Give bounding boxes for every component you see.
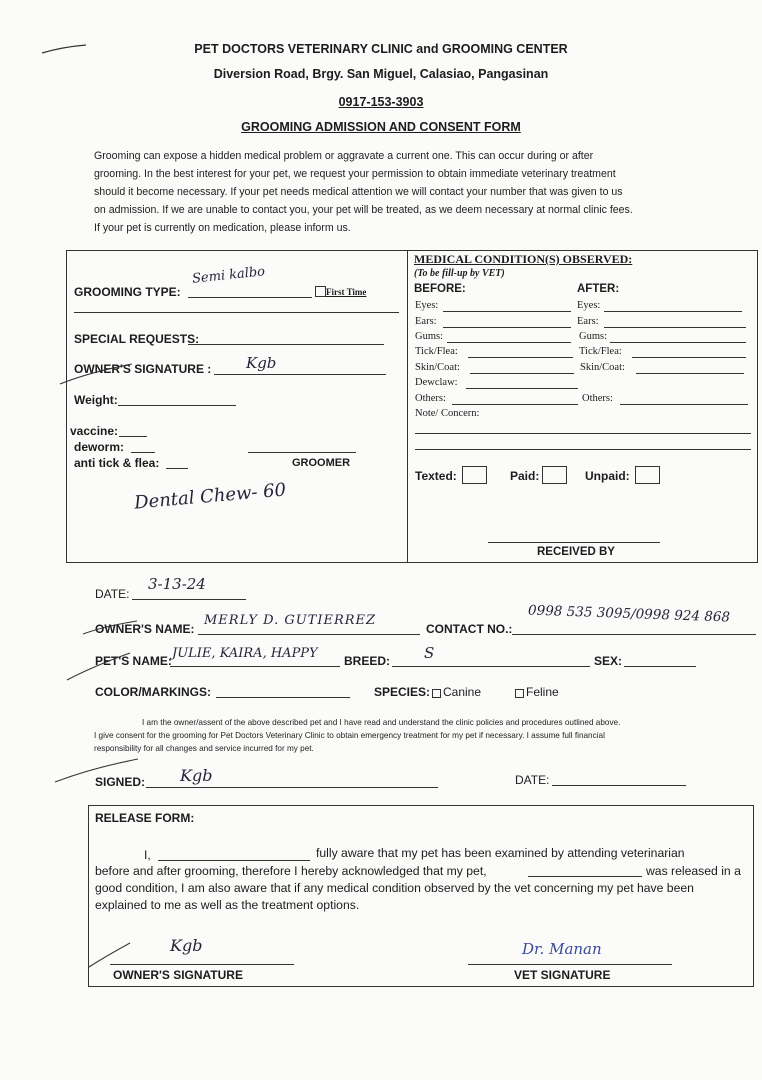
color-markings-label: COLOR/MARKINGS:	[95, 685, 211, 699]
date-field[interactable]: 3-13-24	[148, 575, 206, 593]
release-line-2b: was released in a	[646, 864, 741, 878]
after-tickflea-field[interactable]	[632, 357, 746, 358]
before-tickflea-label: Tick/Flea:	[415, 346, 458, 357]
form-title: GROOMING ADMISSION AND CONSENT FORM	[241, 120, 521, 134]
texted-label: Texted:	[415, 469, 457, 483]
release-line-3: good condition, I am also aware that if any medical condition observed by the vet concerning my pet have been	[95, 881, 694, 895]
pen-stroke-mark	[80, 618, 140, 638]
intro-paragraph	[94, 147, 700, 237]
grooming-type-line	[188, 297, 312, 298]
after-eyes-field[interactable]	[604, 311, 742, 312]
pet-name-blank[interactable]	[528, 876, 642, 877]
pen-stroke-mark	[52, 756, 142, 786]
release-line-2a: before and after grooming, therefore I hereby acknowledged that my pet,	[95, 864, 487, 878]
date-line	[132, 599, 246, 600]
color-markings-field[interactable]	[216, 697, 350, 698]
sex-field[interactable]	[624, 666, 696, 667]
first-time-checkbox[interactable]	[315, 286, 326, 297]
intro-line: Grooming can expose a hidden medical problem or aggravate a current one. This can occur during or after	[94, 150, 594, 162]
breed-label: BREED:	[344, 654, 391, 668]
signed-field[interactable]: Kgb	[180, 766, 213, 785]
sex-label: SEX:	[594, 654, 623, 668]
vet-signature-label: VET SIGNATURE	[514, 968, 611, 982]
consent-line: responsibility for all changes and service incurred for my pet.	[94, 744, 314, 753]
before-ears-field[interactable]	[443, 327, 571, 328]
intro-line: If your pet is currently on medication, please inform us.	[94, 222, 351, 234]
vet-signature-line	[468, 964, 672, 965]
owner-name-blank[interactable]	[158, 860, 310, 861]
contact-label: CONTACT NO.:	[426, 622, 513, 636]
release-title: RELEASE FORM:	[95, 811, 195, 825]
feline-checkbox[interactable]	[515, 689, 524, 698]
pen-stroke-mark	[64, 650, 134, 684]
release-line-1b: fully aware that my pet has been examined by attending veterinarian	[316, 846, 685, 860]
signed-label: SIGNED:	[95, 775, 146, 789]
before-eyes-field[interactable]	[443, 311, 571, 312]
owner-name-field[interactable]: MERLY D. GUTIERREZ	[204, 613, 377, 628]
unpaid-label: Unpaid:	[585, 469, 630, 483]
after-tickflea-label: Tick/Flea:	[579, 346, 622, 357]
pet-name-field[interactable]: JULIE, KAIRA, HAPPY	[172, 646, 318, 661]
contact-line	[512, 634, 756, 635]
before-dewclaw-field[interactable]	[466, 388, 578, 389]
note-line-1[interactable]	[415, 433, 751, 434]
clinic-phone: 0917-153-3903	[338, 95, 424, 109]
weight-label: Weight:	[74, 393, 118, 407]
release-line-1a: I,	[144, 848, 151, 862]
date-label: DATE:	[95, 587, 130, 601]
before-others-label: Others:	[415, 393, 446, 404]
pen-stroke-mark	[86, 940, 136, 970]
owner-signature-release-label: OWNER'S SIGNATURE	[113, 968, 243, 982]
pen-stroke-mark	[56, 362, 136, 388]
first-time-label: First Time	[326, 287, 367, 297]
before-tickflea-field[interactable]	[468, 357, 573, 358]
received-by-line[interactable]	[488, 542, 660, 543]
weight-field[interactable]	[118, 405, 236, 406]
after-gums-field[interactable]	[610, 342, 746, 343]
contact-field[interactable]: 0998 535 3095/0998 924 868	[527, 602, 731, 626]
intro-line: on admission. If we are unable to contact you, your pet will be treated, as we deem necessary at normal clinic fees.	[94, 204, 633, 216]
vaccine-label: vaccine:	[70, 424, 119, 438]
release-form-box	[88, 805, 754, 987]
after-others-label: Others:	[582, 393, 613, 404]
clinic-address: Diversion Road, Brgy. San Miguel, Calasiao, Pangasinan	[213, 67, 549, 81]
canine-checkbox[interactable]	[432, 689, 441, 698]
antitick-field[interactable]	[166, 468, 188, 469]
grooming-type-line-2	[74, 312, 399, 313]
owner-signature-release-field[interactable]: Kgb	[170, 936, 203, 955]
signed-line	[146, 787, 438, 788]
release-line-4: explained to me as well as the treatment options.	[95, 898, 360, 912]
consent-line: I am the owner/assent of the above described pet and I have read and understand the clinic policies and procedures outlined above.	[142, 718, 621, 727]
consent-line: I give consent for the grooming for Pet Doctors Veterinary Clinic to obtain emergency treatment for my pet if necessary. I assume full financial	[94, 731, 605, 740]
grooming-type-label: GROOMING TYPE:	[74, 285, 181, 299]
before-others-field[interactable]	[452, 404, 578, 405]
before-ears-label: Ears:	[415, 316, 437, 327]
breed-line	[392, 666, 590, 667]
groomer-label: GROOMER	[292, 457, 351, 469]
special-requests-field[interactable]	[188, 344, 384, 345]
consent-date-field[interactable]	[552, 785, 686, 786]
owner-name-line	[198, 634, 420, 635]
canine-label: Canine	[443, 685, 482, 699]
consent-text	[94, 716, 706, 755]
unpaid-checkbox[interactable]	[635, 466, 660, 484]
paid-checkbox[interactable]	[542, 466, 567, 484]
after-label: AFTER:	[577, 283, 620, 295]
medical-subtitle: (To be fill-up by VET)	[414, 268, 505, 279]
note-line-2[interactable]	[415, 449, 751, 450]
grooming-type-field[interactable]: Semi kalbo	[191, 264, 266, 287]
after-ears-label: Ears:	[577, 316, 599, 327]
after-skincoat-label: Skin/Coat:	[580, 362, 625, 373]
owner-signature-line	[214, 374, 386, 375]
deworm-field[interactable]	[131, 452, 155, 453]
received-by-label: RECEIVED BY	[537, 546, 615, 558]
after-gums-label: Gums:	[579, 331, 608, 342]
after-ears-field[interactable]	[604, 327, 746, 328]
owner-signature-label: OWNER'S SIGNATURE :	[74, 362, 212, 376]
before-gums-label: Gums:	[415, 331, 444, 342]
owner-signature-field[interactable]: Kgb	[246, 354, 277, 372]
texted-checkbox[interactable]	[462, 466, 487, 484]
vaccine-field[interactable]	[119, 436, 147, 437]
breed-field[interactable]: S	[424, 644, 435, 662]
before-skincoat-field[interactable]	[470, 373, 574, 374]
deworm-label: deworm:	[74, 440, 125, 454]
clinic-name: PET DOCTORS VETERINARY CLINIC and GROOMING CENTER	[194, 42, 568, 56]
before-label: BEFORE:	[414, 283, 466, 295]
after-skincoat-field[interactable]	[636, 373, 744, 374]
intro-line: grooming. In the best interest for your pet, we request your permission to obtain immediate veterinary treatment	[94, 168, 616, 180]
pet-name-label: PET'S NAME:	[95, 654, 172, 668]
groomer-signature-line[interactable]	[248, 452, 356, 453]
pet-name-line	[170, 666, 340, 667]
vet-signature-field[interactable]: Dr. Manan	[522, 940, 602, 958]
owner-signature-release-line	[110, 964, 294, 965]
before-gums-field[interactable]	[447, 342, 571, 343]
intro-line: should it become necessary. If your pet needs medical attention we will contact your number that was given to us	[94, 186, 623, 198]
medical-title: MEDICAL CONDITION(S) OBSERVED:	[414, 252, 633, 266]
consent-date-label: DATE:	[515, 773, 550, 787]
paid-label: Paid:	[510, 469, 540, 483]
feline-label: Feline	[526, 685, 559, 699]
species-label: SPECIES:	[374, 685, 431, 699]
after-eyes-label: Eyes:	[577, 300, 601, 311]
note-concern-label: Note/ Concern:	[415, 408, 480, 419]
owner-name-label: OWNER'S NAME:	[95, 622, 195, 636]
panel-divider	[407, 250, 408, 562]
handwritten-note: Dental Chew- 60	[133, 479, 287, 514]
special-requests-label: SPECIAL REQUESTS:	[74, 332, 200, 346]
before-dewclaw-label: Dewclaw:	[415, 377, 458, 388]
before-skincoat-label: Skin/Coat:	[415, 362, 460, 373]
after-others-field[interactable]	[620, 404, 748, 405]
before-eyes-label: Eyes:	[415, 300, 439, 311]
antitick-label: anti tick & flea:	[74, 456, 160, 470]
